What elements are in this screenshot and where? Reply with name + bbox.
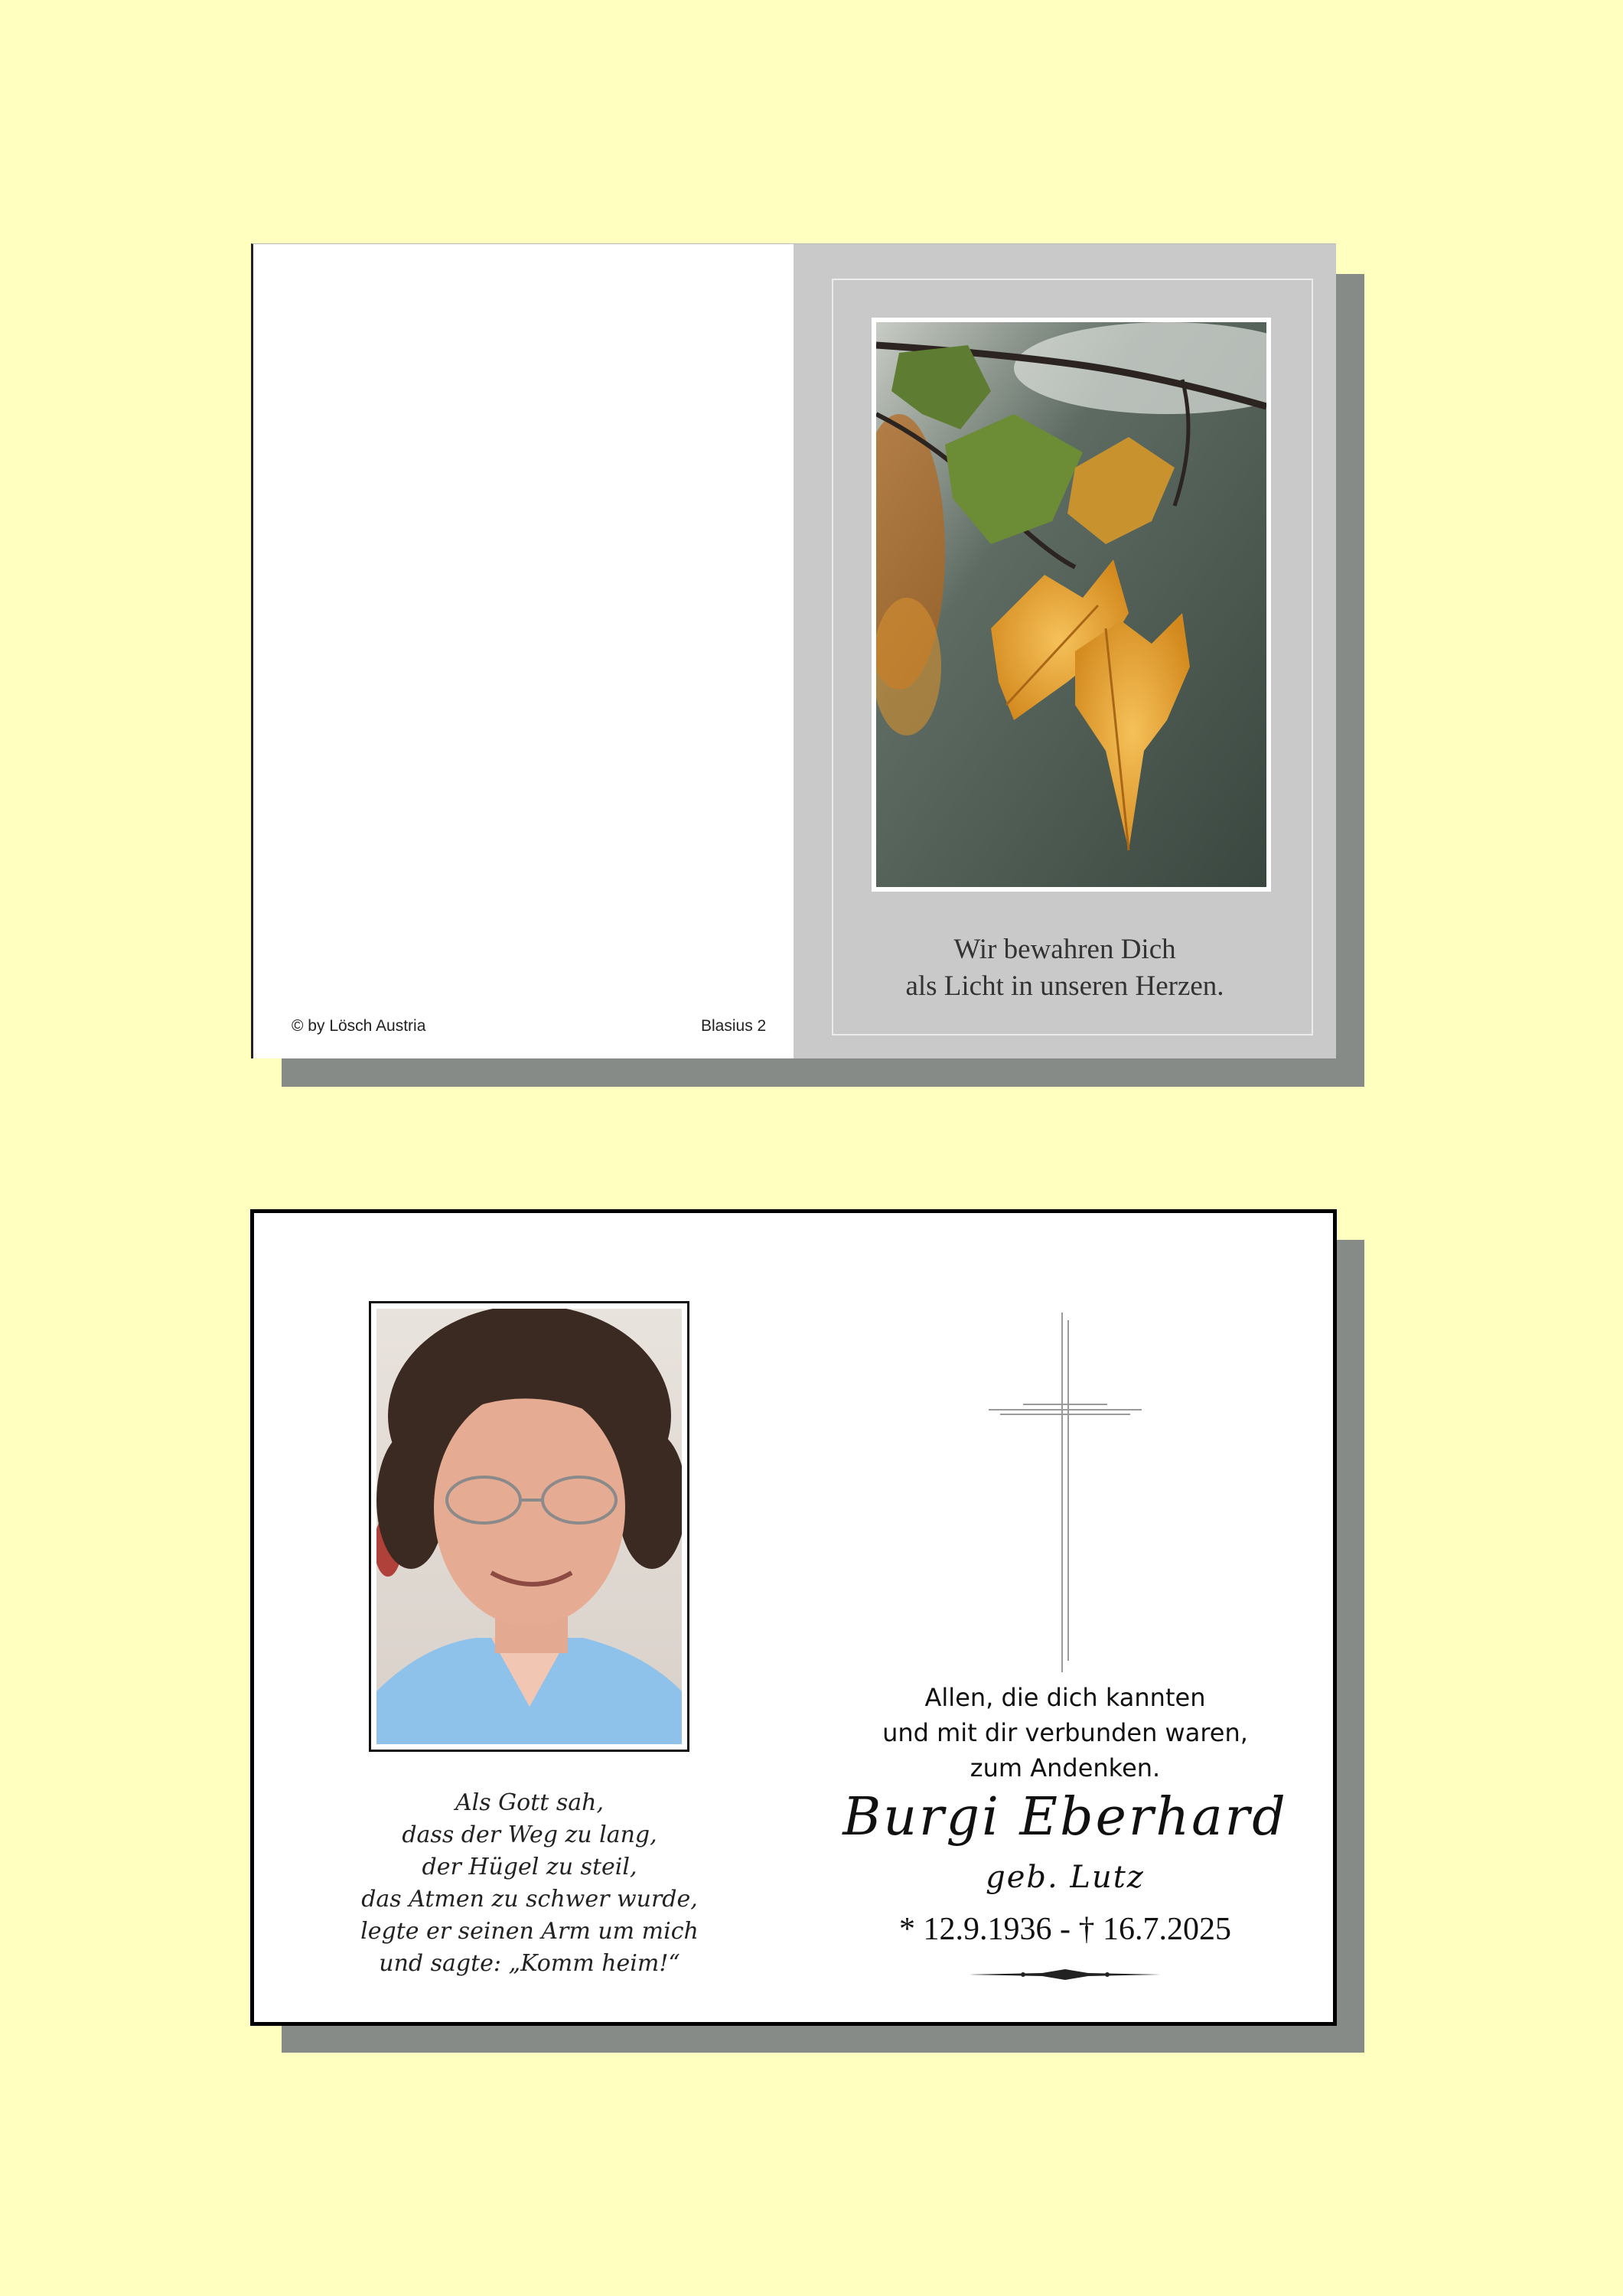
deceased-name: Burgi Eberhard [842,1787,1288,1848]
poem [308,1787,751,1980]
cover-verse-line: Wir bewahren Dich [953,934,1176,965]
dedication-line: und mit dir verbunden waren, [882,1718,1248,1747]
cover-front-panel [794,244,1336,1058]
cross-icon [989,1313,1142,1672]
maiden-name: geb. Lutz [986,1860,1145,1895]
poem-line: Als Gott sah, [455,1789,604,1816]
cover-verse [794,931,1336,1005]
dedication-line: Allen, die dich kannten [924,1683,1206,1712]
design-code-text: Blasius 2 [701,1017,767,1035]
poem-line: das Atmen zu schwer wurde, [361,1886,698,1913]
poem-line: legte er seinen Arm um mich [360,1918,699,1945]
divider-ornament [970,1967,1161,1982]
poem-line: dass der Weg zu lang, [402,1821,657,1848]
inside-card [250,1209,1337,2026]
dedication [797,1680,1333,1786]
life-dates: * 12.9.1936 - † 16.7.2025 [899,1912,1231,1947]
dedication-line: zum Andenken. [970,1753,1161,1782]
autumn-leaves-photo [872,318,1271,892]
copyright-text: © by Lösch Austria [292,1017,426,1035]
cover-card [251,243,1336,1058]
poem-line: und sagte: „Komm heim!“ [379,1950,680,1977]
cover-back-panel [253,244,794,1058]
cover-verse-line: als Licht in unseren Herzen. [905,970,1224,1002]
portrait-photo [369,1301,689,1752]
poem-line: der Hügel zu steil, [422,1854,637,1880]
